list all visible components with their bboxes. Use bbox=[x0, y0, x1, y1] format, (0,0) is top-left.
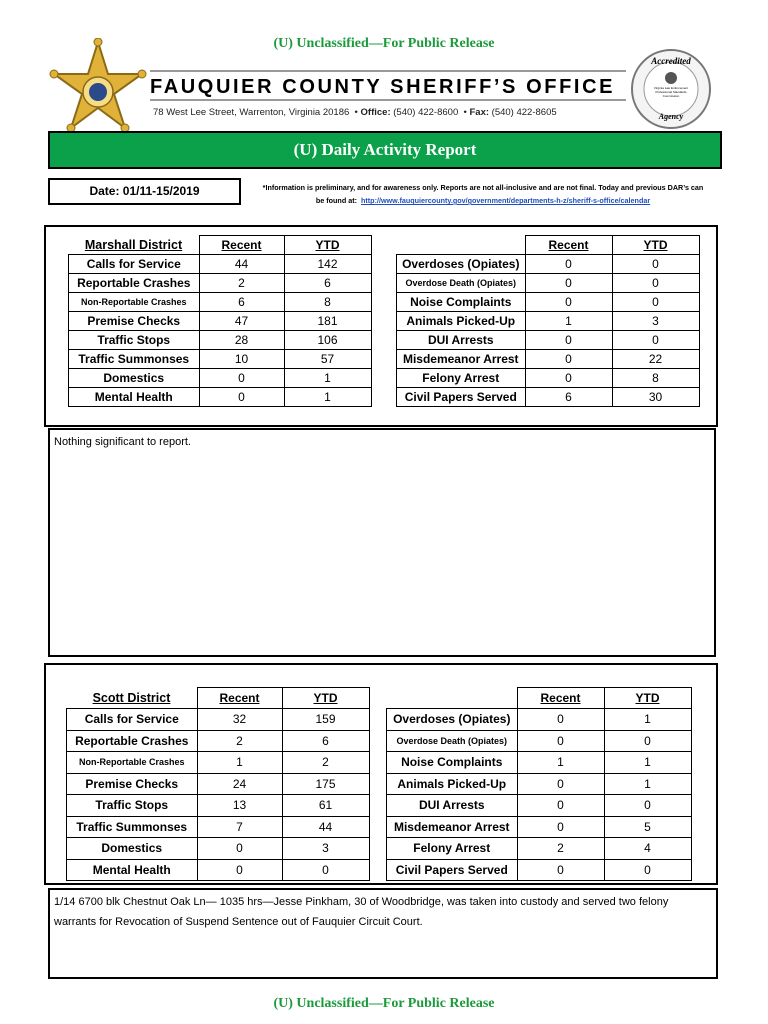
stat-ytd: 0 bbox=[282, 859, 369, 881]
district-name: Scott District bbox=[92, 690, 171, 705]
stat-ytd: 142 bbox=[284, 255, 371, 274]
stat-ytd: 1 bbox=[604, 773, 691, 795]
fax-label: Fax: bbox=[469, 107, 490, 118]
stat-row bbox=[67, 773, 370, 795]
stat-row bbox=[69, 350, 372, 369]
scott-left-table bbox=[66, 687, 370, 881]
stat-ytd: 30 bbox=[612, 388, 699, 407]
stat-label: Overdoses (Opiates) bbox=[397, 255, 526, 274]
stat-ytd: 0 bbox=[604, 859, 691, 881]
stat-recent: 0 bbox=[517, 859, 604, 881]
stat-row bbox=[67, 709, 370, 731]
stat-row bbox=[397, 388, 700, 407]
office-address-line: 78 West Lee Street, Warrenton, Virginia 20186 • Office: (540) 422-8600 • Fax: (540) 422-8605 bbox=[153, 107, 557, 118]
stat-row bbox=[69, 331, 372, 350]
street-address: 78 West Lee Street, Warrenton, Virginia 20186 bbox=[153, 107, 350, 118]
stat-ytd: 3 bbox=[282, 838, 369, 860]
stat-row bbox=[397, 293, 700, 312]
stat-ytd: 57 bbox=[284, 350, 371, 369]
district-name: Marshall District bbox=[84, 237, 183, 252]
stat-recent: 0 bbox=[517, 730, 604, 752]
stat-recent: 47 bbox=[199, 312, 284, 331]
stat-row bbox=[397, 350, 700, 369]
stat-row bbox=[387, 816, 692, 838]
stat-label: Premise Checks bbox=[69, 312, 200, 331]
title-rule-top bbox=[150, 70, 626, 72]
stat-row bbox=[397, 312, 700, 331]
stat-ytd: 8 bbox=[612, 369, 699, 388]
stat-recent: 0 bbox=[199, 388, 284, 407]
column-recent: Recent bbox=[525, 236, 612, 255]
stat-recent: 2 bbox=[197, 730, 282, 752]
stat-ytd: 175 bbox=[282, 773, 369, 795]
stat-label: Non-Reportable Crashes bbox=[69, 293, 200, 312]
column-recent: Recent bbox=[199, 236, 284, 255]
stat-recent: 32 bbox=[197, 709, 282, 731]
stat-label: Animals Picked-Up bbox=[397, 312, 526, 331]
stat-ytd: 6 bbox=[284, 274, 371, 293]
stat-recent: 2 bbox=[199, 274, 284, 293]
stat-row bbox=[387, 838, 692, 860]
stat-ytd: 0 bbox=[612, 255, 699, 274]
stat-recent: 0 bbox=[525, 350, 612, 369]
stat-recent: 44 bbox=[199, 255, 284, 274]
report-date: Date: 01/11-15/2019 bbox=[48, 178, 241, 205]
stat-ytd: 1 bbox=[604, 709, 691, 731]
stat-ytd: 159 bbox=[282, 709, 369, 731]
stat-recent: 13 bbox=[197, 795, 282, 817]
stat-row bbox=[69, 388, 372, 407]
stat-ytd: 181 bbox=[284, 312, 371, 331]
stat-row bbox=[67, 859, 370, 881]
stat-label: Calls for Service bbox=[67, 709, 198, 731]
stat-label: Civil Papers Served bbox=[387, 859, 518, 881]
stat-row bbox=[69, 293, 372, 312]
stat-row bbox=[67, 752, 370, 774]
stat-ytd: 1 bbox=[284, 388, 371, 407]
stat-recent: 0 bbox=[525, 293, 612, 312]
stat-recent: 1 bbox=[517, 752, 604, 774]
disclaimer-line-1: *Information is preliminary, and for awareness only. Reports are not all-inclusive and are not final. Today and previous DAR’s can bbox=[262, 183, 704, 192]
stat-ytd: 106 bbox=[284, 331, 371, 350]
stat-recent: 0 bbox=[525, 274, 612, 293]
column-ytd: YTD bbox=[604, 688, 691, 709]
stat-row bbox=[69, 312, 372, 331]
marshall-left-table bbox=[68, 235, 372, 407]
stat-label: Felony Arrest bbox=[397, 369, 526, 388]
stat-recent: 1 bbox=[525, 312, 612, 331]
stat-recent: 2 bbox=[517, 838, 604, 860]
stat-recent: 0 bbox=[517, 773, 604, 795]
title-rule-bottom bbox=[150, 99, 626, 101]
stat-label: Reportable Crashes bbox=[69, 274, 200, 293]
stat-row bbox=[67, 838, 370, 860]
accredited-seal bbox=[630, 48, 712, 130]
stat-recent: 0 bbox=[517, 795, 604, 817]
stat-row bbox=[67, 795, 370, 817]
scott-district-panel bbox=[44, 663, 718, 885]
stat-recent: 24 bbox=[197, 773, 282, 795]
stat-recent: 1 bbox=[197, 752, 282, 774]
stat-row bbox=[67, 816, 370, 838]
stat-recent: 0 bbox=[199, 369, 284, 388]
stat-row bbox=[397, 369, 700, 388]
stat-ytd: 8 bbox=[284, 293, 371, 312]
seal-top-text: Accredited bbox=[651, 56, 691, 66]
stat-row bbox=[67, 730, 370, 752]
stat-label: DUI Arrests bbox=[397, 331, 526, 350]
stat-row bbox=[387, 709, 692, 731]
stat-ytd: 6 bbox=[282, 730, 369, 752]
stat-recent: 0 bbox=[197, 859, 282, 881]
office-label: Office: bbox=[360, 107, 391, 118]
stat-label: Reportable Crashes bbox=[67, 730, 198, 752]
stat-ytd: 61 bbox=[282, 795, 369, 817]
stat-recent: 7 bbox=[197, 816, 282, 838]
report-banner: (U) Daily Activity Report bbox=[48, 131, 722, 169]
stat-label: Traffic Summonses bbox=[67, 816, 198, 838]
stat-recent: 0 bbox=[517, 816, 604, 838]
stat-label: Animals Picked-Up bbox=[387, 773, 518, 795]
stat-ytd: 0 bbox=[612, 331, 699, 350]
stat-recent: 6 bbox=[525, 388, 612, 407]
stat-label: Mental Health bbox=[67, 859, 198, 881]
stat-label: Domestics bbox=[69, 369, 200, 388]
stat-ytd: 1 bbox=[604, 752, 691, 774]
stat-label: Non-Reportable Crashes bbox=[67, 752, 198, 774]
stat-recent: 28 bbox=[199, 331, 284, 350]
stat-recent: 0 bbox=[525, 331, 612, 350]
stat-ytd: 4 bbox=[604, 838, 691, 860]
stat-label: Overdose Death (Opiates) bbox=[397, 274, 526, 293]
stat-label: Misdemeanor Arrest bbox=[387, 816, 518, 838]
column-ytd: YTD bbox=[612, 236, 699, 255]
column-ytd: YTD bbox=[282, 688, 369, 709]
calendar-link[interactable]: http://www.fauquiercounty.gov/government/departments-h-z/sheriff-s-office/calendar bbox=[361, 196, 651, 205]
stat-row bbox=[387, 752, 692, 774]
stat-row bbox=[397, 274, 700, 293]
stat-row bbox=[69, 274, 372, 293]
disclaimer-note bbox=[244, 181, 722, 207]
fax-phone: (540) 422-8605 bbox=[491, 107, 557, 118]
stat-label: Calls for Service bbox=[69, 255, 200, 274]
marshall-narrative: Nothing significant to report. bbox=[48, 428, 716, 657]
stat-label: Felony Arrest bbox=[387, 838, 518, 860]
stat-label: DUI Arrests bbox=[387, 795, 518, 817]
disclaimer-prefix: be found at: bbox=[315, 196, 357, 205]
stat-ytd: 44 bbox=[282, 816, 369, 838]
column-recent: Recent bbox=[517, 688, 604, 709]
marshall-district-panel bbox=[44, 225, 718, 427]
stat-ytd: 3 bbox=[612, 312, 699, 331]
stat-ytd: 22 bbox=[612, 350, 699, 369]
stat-label: Noise Complaints bbox=[397, 293, 526, 312]
stat-row bbox=[69, 369, 372, 388]
stat-ytd: 1 bbox=[284, 369, 371, 388]
sheriff-star-icon bbox=[48, 38, 148, 138]
stat-row bbox=[387, 773, 692, 795]
stat-label: Domestics bbox=[67, 838, 198, 860]
classification-top: (U) Unclassified—For Public Release bbox=[273, 36, 495, 51]
stat-row bbox=[387, 859, 692, 881]
stat-label: Traffic Summonses bbox=[69, 350, 200, 369]
stat-row bbox=[387, 795, 692, 817]
stat-row bbox=[397, 255, 700, 274]
stat-recent: 10 bbox=[199, 350, 284, 369]
stat-row bbox=[397, 331, 700, 350]
stat-label: Civil Papers Served bbox=[397, 388, 526, 407]
stat-label: Traffic Stops bbox=[69, 331, 200, 350]
stat-ytd: 0 bbox=[612, 274, 699, 293]
stat-label: Traffic Stops bbox=[67, 795, 198, 817]
stat-label: Misdemeanor Arrest bbox=[397, 350, 526, 369]
stat-label: Overdose Death (Opiates) bbox=[387, 730, 518, 752]
stat-recent: 0 bbox=[525, 255, 612, 274]
stat-label: Premise Checks bbox=[67, 773, 198, 795]
scott-right-table bbox=[386, 687, 692, 881]
office-phone: (540) 422-8600 bbox=[393, 107, 459, 118]
stat-label: Overdoses (Opiates) bbox=[387, 709, 518, 731]
stat-ytd: 2 bbox=[282, 752, 369, 774]
column-recent: Recent bbox=[197, 688, 282, 709]
classification-bottom: (U) Unclassified—For Public Release bbox=[273, 996, 495, 1011]
column-ytd: YTD bbox=[284, 236, 371, 255]
stat-ytd: 0 bbox=[612, 293, 699, 312]
stat-recent: 0 bbox=[197, 838, 282, 860]
stat-recent: 0 bbox=[525, 369, 612, 388]
stat-row bbox=[69, 255, 372, 274]
stat-recent: 0 bbox=[517, 709, 604, 731]
stat-label: Mental Health bbox=[69, 388, 200, 407]
seal-inner-text: Virginia Law Enforcement Professional Standards Commission bbox=[653, 86, 689, 98]
stat-ytd: 0 bbox=[604, 795, 691, 817]
stat-ytd: 5 bbox=[604, 816, 691, 838]
stat-row bbox=[387, 730, 692, 752]
office-title: FAUQUIER COUNTY SHERIFF’S OFFICE bbox=[150, 76, 616, 98]
marshall-right-table bbox=[396, 235, 700, 407]
disclaimer-line-2 bbox=[244, 194, 722, 207]
stat-recent: 6 bbox=[199, 293, 284, 312]
seal-bottom-text: Agency bbox=[658, 112, 684, 121]
scott-narrative: 1/14 6700 blk Chestnut Oak Ln— 1035 hrs—Jesse Pinkham, 30 of Woodbridge, was taken into custody and served two felony warrants for Revocation of Suspend Sentence out of Fauquier Circuit Court. bbox=[48, 888, 718, 979]
stat-ytd: 0 bbox=[604, 730, 691, 752]
stat-label: Noise Complaints bbox=[387, 752, 518, 774]
